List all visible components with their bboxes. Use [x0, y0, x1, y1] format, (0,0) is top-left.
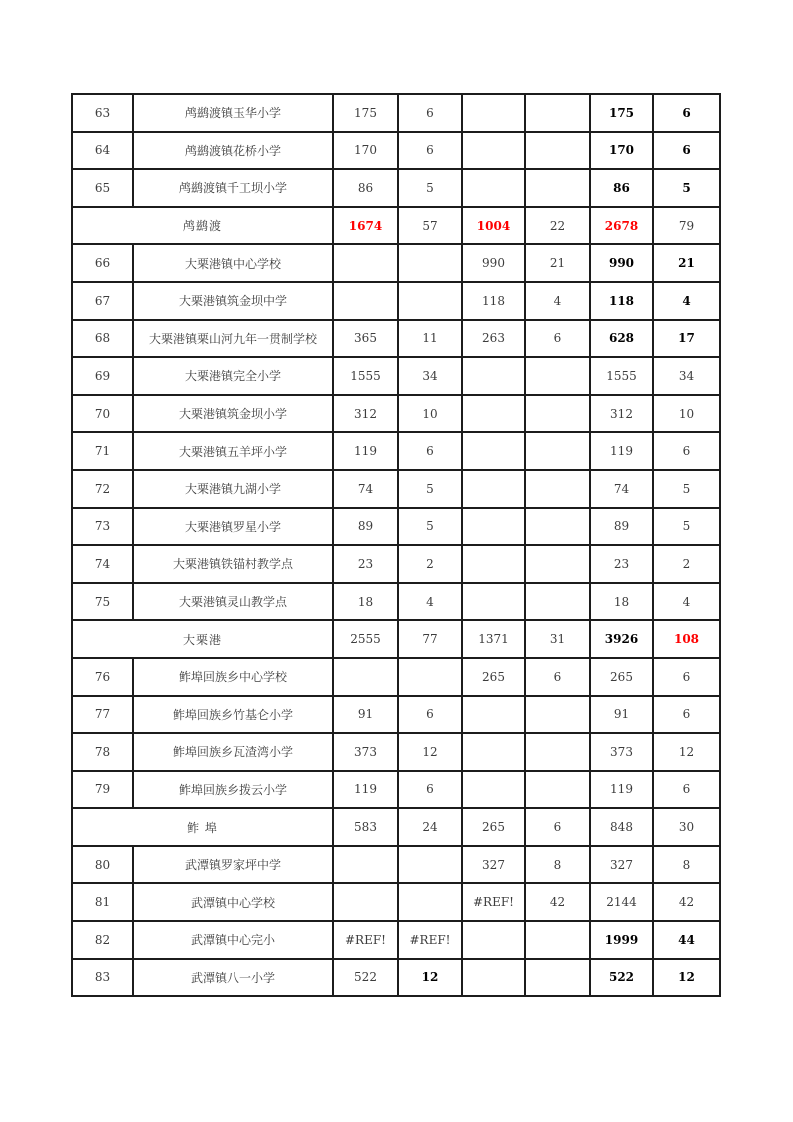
value-cell	[333, 658, 398, 696]
value-cell: 91	[333, 696, 398, 734]
school-name-cell: 大栗港镇五羊坪小学	[133, 432, 333, 470]
value-cell: 42	[653, 883, 720, 921]
row-index-cell: 65	[72, 169, 133, 207]
value-cell: 583	[333, 808, 398, 846]
school-row	[72, 733, 720, 771]
town-summary-name-cell: 大栗港	[72, 620, 333, 658]
row-index-cell: 81	[72, 883, 133, 921]
school-name-cell: 武潭镇中心完小	[133, 921, 333, 959]
value-cell: 22	[525, 207, 590, 245]
value-cell: 175	[333, 94, 398, 132]
value-cell	[525, 696, 590, 734]
value-cell: 21	[653, 244, 720, 282]
value-cell: 265	[462, 808, 525, 846]
value-cell: 373	[590, 733, 653, 771]
value-cell: 6	[653, 771, 720, 809]
value-cell	[462, 432, 525, 470]
row-index-cell: 66	[72, 244, 133, 282]
value-cell	[462, 959, 525, 997]
value-cell	[333, 282, 398, 320]
school-row	[72, 320, 720, 358]
school-name-cell: 大栗港镇栗山河九年一贯制学校	[133, 320, 333, 358]
school-row	[72, 846, 720, 884]
value-cell	[525, 771, 590, 809]
row-index-cell: 72	[72, 470, 133, 508]
value-cell: 30	[653, 808, 720, 846]
value-cell	[462, 470, 525, 508]
school-name-cell: 大栗港镇灵山教学点	[133, 583, 333, 621]
school-name-cell: 鸬鹚渡镇花桥小学	[133, 132, 333, 170]
value-cell: 89	[590, 508, 653, 546]
school-name-cell: 鲊埠回族乡瓦渣湾小学	[133, 733, 333, 771]
value-cell: 79	[653, 207, 720, 245]
value-cell: 6	[398, 94, 462, 132]
value-cell	[462, 545, 525, 583]
school-row	[72, 508, 720, 546]
value-cell	[525, 94, 590, 132]
value-cell	[462, 357, 525, 395]
value-cell: 6	[398, 771, 462, 809]
value-cell: 327	[590, 846, 653, 884]
value-cell: 2144	[590, 883, 653, 921]
school-enrollment-table	[71, 93, 721, 997]
value-cell: 12	[653, 959, 720, 997]
row-index-cell: 80	[72, 846, 133, 884]
roster-table-body	[72, 94, 720, 996]
school-row	[72, 282, 720, 320]
row-index-cell: 77	[72, 696, 133, 734]
value-cell: 5	[398, 470, 462, 508]
value-cell: 74	[590, 470, 653, 508]
value-cell: 108	[653, 620, 720, 658]
row-index-cell: 83	[72, 959, 133, 997]
value-cell: 5	[398, 169, 462, 207]
row-index-cell: 75	[72, 583, 133, 621]
row-index-cell: 74	[72, 545, 133, 583]
school-name-cell: 鲊埠回族乡竹基仑小学	[133, 696, 333, 734]
value-cell: 5	[398, 508, 462, 546]
school-name-cell: 武潭镇中心学校	[133, 883, 333, 921]
value-cell: 10	[398, 395, 462, 433]
row-index-cell: 64	[72, 132, 133, 170]
value-cell: 327	[462, 846, 525, 884]
school-row	[72, 357, 720, 395]
value-cell	[525, 432, 590, 470]
value-cell: 1371	[462, 620, 525, 658]
row-index-cell: 70	[72, 395, 133, 433]
value-cell	[525, 583, 590, 621]
value-cell	[398, 282, 462, 320]
value-cell: 91	[590, 696, 653, 734]
value-cell: 6	[653, 432, 720, 470]
value-cell: 10	[653, 395, 720, 433]
value-cell: 8	[653, 846, 720, 884]
value-cell: 170	[590, 132, 653, 170]
value-cell: 118	[462, 282, 525, 320]
value-cell: 265	[462, 658, 525, 696]
value-cell: 265	[590, 658, 653, 696]
school-name-cell: 大栗港镇完全小学	[133, 357, 333, 395]
value-cell	[462, 921, 525, 959]
value-cell	[525, 357, 590, 395]
value-cell: 3926	[590, 620, 653, 658]
school-row	[72, 395, 720, 433]
value-cell: 119	[333, 771, 398, 809]
row-index-cell: 69	[72, 357, 133, 395]
value-cell: 1674	[333, 207, 398, 245]
value-cell: 12	[653, 733, 720, 771]
value-cell: 34	[398, 357, 462, 395]
value-cell	[525, 959, 590, 997]
row-index-cell: 79	[72, 771, 133, 809]
value-cell: 4	[525, 282, 590, 320]
value-cell: 628	[590, 320, 653, 358]
value-cell: 24	[398, 808, 462, 846]
school-row	[72, 94, 720, 132]
school-row	[72, 959, 720, 997]
value-cell: 312	[590, 395, 653, 433]
town-summary-name-cell: 鲊 埠	[72, 808, 333, 846]
school-row	[72, 470, 720, 508]
row-index-cell: 63	[72, 94, 133, 132]
value-cell	[462, 94, 525, 132]
school-row	[72, 883, 720, 921]
value-cell: 2	[398, 545, 462, 583]
school-name-cell: 武潭镇八一小学	[133, 959, 333, 997]
row-index-cell: 73	[72, 508, 133, 546]
value-cell: 86	[333, 169, 398, 207]
value-cell: 5	[653, 169, 720, 207]
school-name-cell: 大栗港镇筑金坝中学	[133, 282, 333, 320]
value-cell	[525, 545, 590, 583]
value-cell: 175	[590, 94, 653, 132]
school-row	[72, 921, 720, 959]
value-cell: 74	[333, 470, 398, 508]
value-cell: 4	[653, 282, 720, 320]
value-cell: 6	[653, 94, 720, 132]
value-cell: 4	[653, 583, 720, 621]
row-index-cell: 67	[72, 282, 133, 320]
value-cell	[333, 846, 398, 884]
value-cell: 118	[590, 282, 653, 320]
value-cell: 44	[653, 921, 720, 959]
school-row	[72, 771, 720, 809]
row-index-cell: 76	[72, 658, 133, 696]
school-name-cell: 鲊埠回族乡中心学校	[133, 658, 333, 696]
school-name-cell: 大栗港镇罗星小学	[133, 508, 333, 546]
school-row	[72, 244, 720, 282]
row-index-cell: 71	[72, 432, 133, 470]
value-cell: #REF!	[462, 883, 525, 921]
value-cell	[398, 846, 462, 884]
value-cell: 18	[333, 583, 398, 621]
school-row	[72, 696, 720, 734]
value-cell: 365	[333, 320, 398, 358]
value-cell	[525, 733, 590, 771]
school-name-cell: 大栗港镇中心学校	[133, 244, 333, 282]
value-cell: 17	[653, 320, 720, 358]
value-cell: 42	[525, 883, 590, 921]
value-cell: 373	[333, 733, 398, 771]
value-cell	[398, 244, 462, 282]
value-cell	[462, 508, 525, 546]
school-name-cell: 大栗港镇筑金坝小学	[133, 395, 333, 433]
school-name-cell: 鲊埠回族乡拨云小学	[133, 771, 333, 809]
value-cell: 6	[653, 696, 720, 734]
value-cell	[462, 771, 525, 809]
value-cell: 1555	[333, 357, 398, 395]
value-cell: 8	[525, 846, 590, 884]
school-row	[72, 169, 720, 207]
value-cell: 6	[398, 432, 462, 470]
school-name-cell: 大栗港镇九湖小学	[133, 470, 333, 508]
value-cell: 6	[525, 808, 590, 846]
value-cell: 2678	[590, 207, 653, 245]
value-cell: 4	[398, 583, 462, 621]
value-cell: 170	[333, 132, 398, 170]
value-cell: 848	[590, 808, 653, 846]
value-cell	[462, 169, 525, 207]
value-cell: 6	[653, 132, 720, 170]
summary-row	[72, 207, 720, 245]
row-index-cell: 82	[72, 921, 133, 959]
school-name-cell: 大栗港镇铁锚村教学点	[133, 545, 333, 583]
value-cell: 990	[462, 244, 525, 282]
row-index-cell: 78	[72, 733, 133, 771]
value-cell: 6	[525, 658, 590, 696]
value-cell	[398, 883, 462, 921]
school-row	[72, 132, 720, 170]
value-cell: 119	[333, 432, 398, 470]
school-row	[72, 583, 720, 621]
school-name-cell: 鸬鹚渡镇玉华小学	[133, 94, 333, 132]
value-cell	[525, 470, 590, 508]
value-cell: 11	[398, 320, 462, 358]
value-cell	[462, 583, 525, 621]
school-name-cell: 鸬鹚渡镇千工坝小学	[133, 169, 333, 207]
value-cell	[462, 132, 525, 170]
row-index-cell: 68	[72, 320, 133, 358]
value-cell: 1004	[462, 207, 525, 245]
value-cell: 1555	[590, 357, 653, 395]
value-cell: 2	[653, 545, 720, 583]
value-cell: 31	[525, 620, 590, 658]
value-cell: 6	[398, 696, 462, 734]
value-cell	[333, 883, 398, 921]
value-cell: 6	[398, 132, 462, 170]
value-cell: 23	[590, 545, 653, 583]
value-cell: 522	[333, 959, 398, 997]
school-row	[72, 658, 720, 696]
value-cell	[525, 169, 590, 207]
value-cell: 57	[398, 207, 462, 245]
value-cell: #REF!	[398, 921, 462, 959]
value-cell: 23	[333, 545, 398, 583]
value-cell: 77	[398, 620, 462, 658]
value-cell: 18	[590, 583, 653, 621]
value-cell	[398, 658, 462, 696]
summary-row	[72, 808, 720, 846]
value-cell: 6	[653, 658, 720, 696]
value-cell	[525, 395, 590, 433]
value-cell: 5	[653, 470, 720, 508]
value-cell	[525, 132, 590, 170]
value-cell: 86	[590, 169, 653, 207]
school-row	[72, 545, 720, 583]
value-cell	[525, 508, 590, 546]
value-cell: #REF!	[333, 921, 398, 959]
value-cell: 6	[525, 320, 590, 358]
value-cell: 522	[590, 959, 653, 997]
value-cell: 21	[525, 244, 590, 282]
value-cell	[462, 395, 525, 433]
value-cell	[462, 733, 525, 771]
value-cell: 119	[590, 432, 653, 470]
school-name-cell: 武潭镇罗家坪中学	[133, 846, 333, 884]
value-cell: 312	[333, 395, 398, 433]
value-cell: 119	[590, 771, 653, 809]
value-cell: 5	[653, 508, 720, 546]
town-summary-name-cell: 鸬鹚渡	[72, 207, 333, 245]
value-cell	[462, 696, 525, 734]
value-cell: 12	[398, 733, 462, 771]
value-cell: 12	[398, 959, 462, 997]
school-row	[72, 432, 720, 470]
value-cell: 2555	[333, 620, 398, 658]
value-cell	[525, 921, 590, 959]
value-cell: 1999	[590, 921, 653, 959]
value-cell	[333, 244, 398, 282]
value-cell: 990	[590, 244, 653, 282]
value-cell: 34	[653, 357, 720, 395]
value-cell: 89	[333, 508, 398, 546]
value-cell: 263	[462, 320, 525, 358]
summary-row	[72, 620, 720, 658]
